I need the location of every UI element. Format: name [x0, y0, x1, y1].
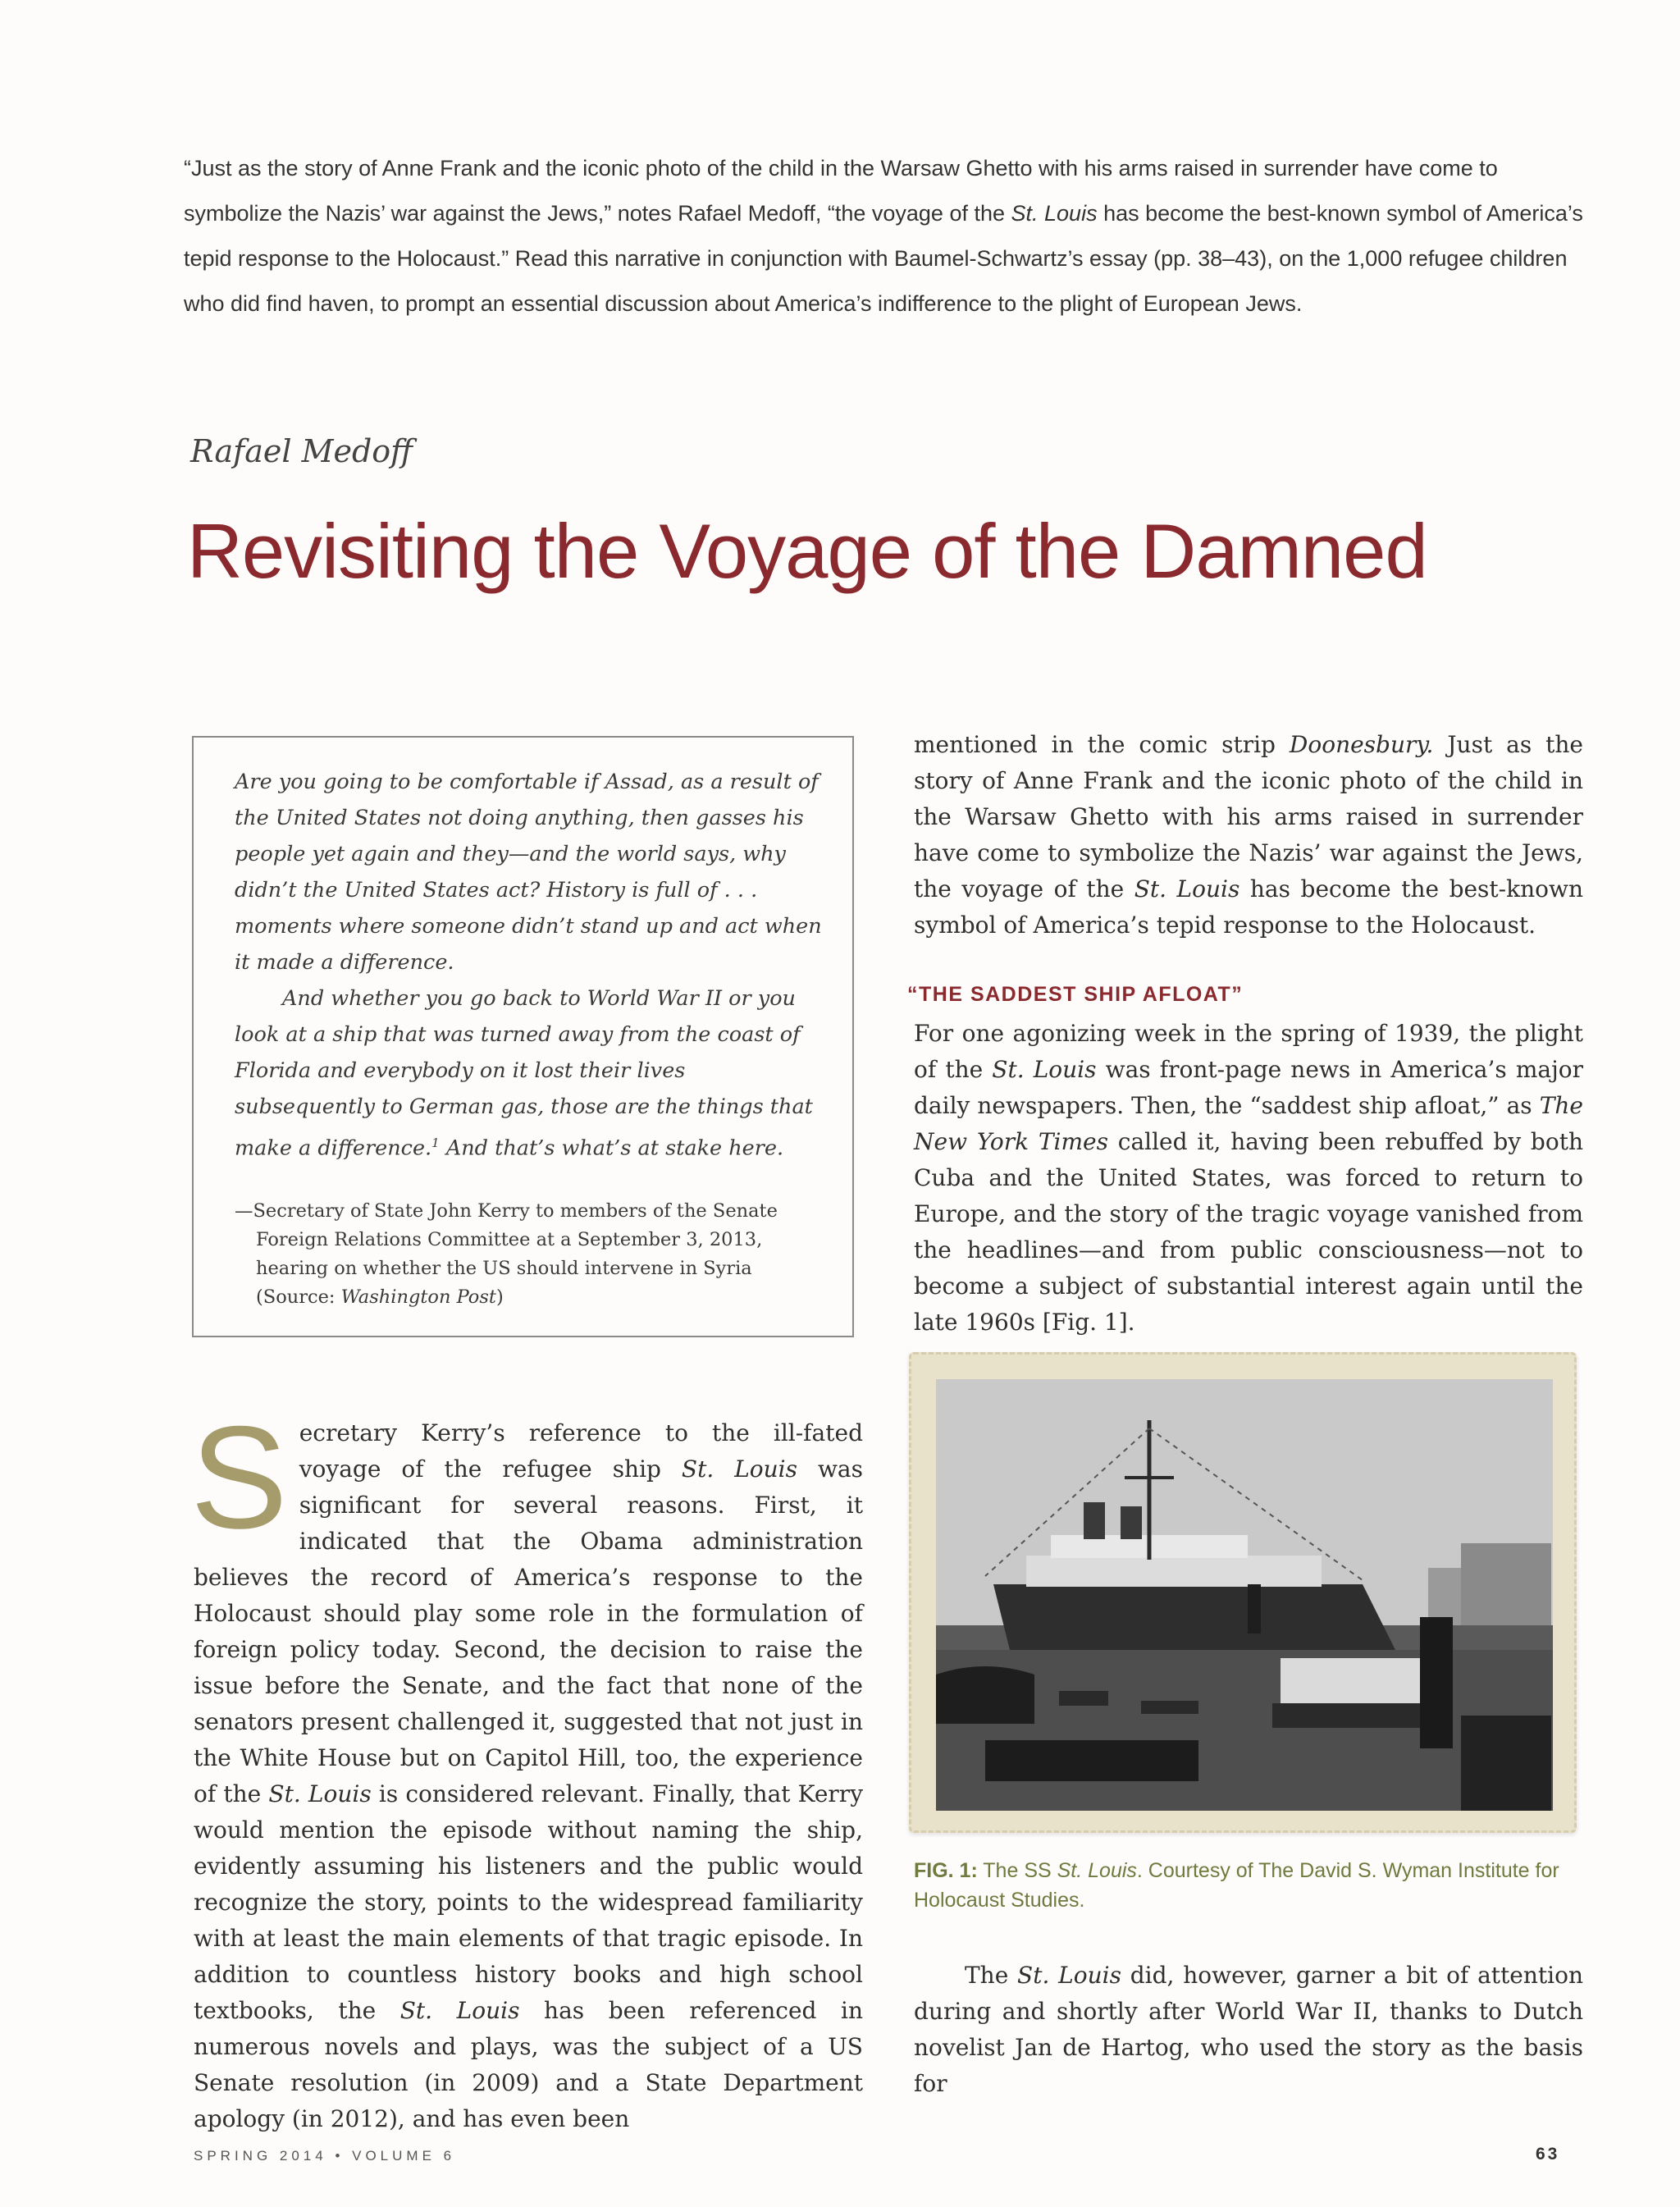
author-name: Rafael Medoff: [190, 433, 413, 469]
body-left-text-4: has been referenced in numerous novels and plays, was the subject of a US Senate resolution (in 2009) and a State Department apology (in 2012), and has even been: [194, 1997, 863, 2132]
epigraph-para-2-text: And whether you go back to World War II or you look at a ship that was turned away from the coast of Florida and everybody on it lost their lives subsequently to German gas, those are the things that make a difference.: [235, 986, 813, 1161]
body-right-text-2: Just as the story of Anne Frank and the iconic photo of the child in the Warsaw Ghetto with his arms raised in surrender have come to symbolize the Nazis’ war against the Jews, the voyage of the: [914, 731, 1584, 902]
body-column-right-top: [914, 727, 1583, 944]
footer-issue: SPRING 2014 • VOLUME 6: [194, 2148, 456, 2164]
body-column-left: [190, 1396, 864, 2137]
intro-ship-name: St. Louis: [1011, 201, 1098, 226]
section-text-3: called it, having been rebuffed by both Cuba and the United States, was forced to return to Europe, and the story of the tragic voyage vanished from the headlines—and from public consciousness—not to become a subject of substantial interest again until the late 1960s [Fig. 1].: [914, 1128, 1583, 1336]
ship-photo: [936, 1379, 1553, 1811]
body-left-text-2: was significant for several reasons. First, it indicated that the Obama administration believes the record of America’s response to the Holocaust should play some role in the formulation of foreign policy today. Second, the decision to raise the issue before the Senate, and the fact that none of the senators present challenged it, suggested that not just in the White House but on Capitol Hill, too, the experience of the: [194, 1455, 863, 1807]
epigraph-para-2: [235, 980, 825, 1167]
drop-cap: S: [190, 1396, 288, 1559]
section-body: [914, 1016, 1583, 1341]
article-title: Revisiting the Voyage of the Damned: [187, 508, 1427, 594]
footnote-marker: 1: [431, 1135, 440, 1150]
intro-note: [184, 146, 1595, 327]
body-left-text-1: ecretary Kerry’s reference to the ill-fated voyage of the refugee ship: [299, 1419, 863, 1483]
caption-text-2: . Courtesy of The David S. Wyman Institute for Holocaust Studies.: [914, 1859, 1559, 1912]
section-text-1: For one agonizing week in the spring of 1939, the plight of the: [914, 1020, 1583, 1083]
ship-name: St. Louis: [681, 1455, 798, 1483]
intro-text-1: “Just as the story of Anne Frank and the iconic photo of the child in the Warsaw Ghetto with his arms raised in surrender have come to symbolize the Nazis’ war against the Jews,” notes Rafael Medoff, “the voyage of the: [184, 156, 1498, 226]
attribution-source: Washington Post: [340, 1286, 496, 1308]
ship-name: St. Louis: [992, 1056, 1097, 1083]
comic-strip-name: Doonesbury.: [1289, 731, 1434, 758]
ship-name: St. Louis: [1017, 1962, 1121, 1989]
figure-photo-frame: [909, 1352, 1577, 1833]
page-number: 63: [1536, 2145, 1560, 2164]
section-heading: “THE SADDEST SHIP AFLOAT”: [907, 983, 1244, 1006]
body-right-text-3: has become the best-known symbol of America’s tepid response to the Holocaust.: [914, 875, 1584, 939]
epigraph-attribution: [235, 1197, 825, 1312]
attribution-close: ): [495, 1286, 504, 1308]
ship-name: St. Louis: [399, 1997, 520, 2024]
newspaper-name: The New York Times: [914, 1092, 1583, 1155]
ship-illustration: [936, 1379, 1553, 1811]
ship-name: St. Louis: [1057, 1859, 1137, 1882]
figure-label: FIG. 1:: [914, 1859, 978, 1882]
ship-name: St. Louis: [268, 1780, 372, 1807]
section-text-2: was front-page news in America’s major daily newspapers. Then, the “saddest ship afloat,” as: [914, 1056, 1583, 1119]
caption-text-1: The SS: [977, 1859, 1057, 1882]
intro-text-2: has become the best-known symbol of America’s tepid response to the Holocaust.” Read this narrative in conjunction with Baumel-Schwartz’s essay (pp. 38–43), on the 1,000 refugee children who did find haven, to prompt an essential discussion about America’s indifference to the plight of European Jews.: [184, 201, 1583, 316]
epigraph-para-1: Are you going to be comfortable if Assad, as a result of the United States not doing anything, then gasses his people yet again and they—and the world says, why didn’t the United States act? History is full of . . . moments where someone didn’t stand up and act when it made a difference.: [235, 770, 822, 975]
figure-caption: [914, 1856, 1583, 1915]
epigraph-para-2-end: And that’s what’s at stake here.: [439, 1135, 784, 1161]
body-right-text-1: mentioned in the comic strip: [914, 731, 1290, 758]
body-left-text-3: is considered relevant. Finally, that Kerry would mention the episode without naming the ship, evidently assuming his listeners and the public would recognize the story, points to the widespread familiarity with at least the main elements of that tragic episode. In addition to countless history books and high school textbooks, the: [194, 1780, 864, 2024]
body-right-bottom-para: [914, 1958, 1583, 2102]
bottom-text-2: did, however, garner a bit of attention during and shortly after World War II, thanks to Dutch novelist Jan de Hartog, who used the story as the basis for: [914, 1962, 1583, 2097]
epigraph-quote: [235, 764, 825, 1167]
ship-name: St. Louis: [1134, 875, 1240, 902]
body-column-right-bottom: [914, 1958, 1583, 2102]
attribution-text: —Secretary of State John Kerry to members of the Senate Foreign Relations Committee at a September 3, 2013, hearing on whether the US should intervene in Syria (Source:: [235, 1200, 778, 1308]
epigraph-box: [192, 736, 854, 1337]
bottom-text-1: The: [965, 1962, 1018, 1989]
